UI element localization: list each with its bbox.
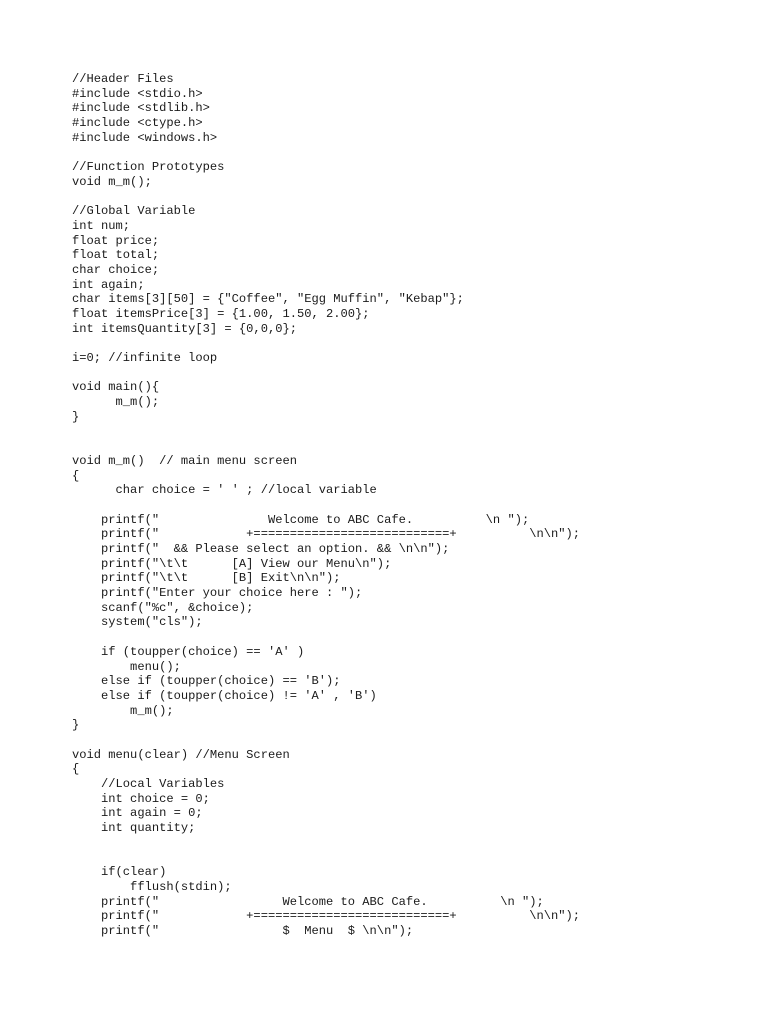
code-line: printf(" $ Menu $ \n\n"); [72,923,414,938]
code-line [72,630,752,645]
code-line: //Local Variables [72,777,225,791]
code-line: int again; [72,277,145,292]
code-line: else if (toupper(choice) == 'B'); [72,674,341,689]
code-line: #include <windows.h> [72,130,218,145]
code-line: printf(" +===========================+ \n\n"); [72,527,581,542]
code-line: int choice = 0; [72,791,210,806]
code-line: } [72,409,80,424]
code-line: printf("\t\t [B] Exit\n\n"); [72,571,341,586]
code-line [72,190,752,205]
code-line: } [72,718,80,733]
code-line: if(clear) [72,865,167,880]
code-line [72,336,752,351]
code-line: #include <stdlib.h> [72,101,210,116]
code-line: printf("Enter your choice here : "); [72,586,363,601]
code-line [72,145,752,160]
code-line: int quantity; [72,821,196,836]
code-line: printf(" +===========================+ \n\n"); [72,909,581,924]
code-line: float price; [72,233,160,248]
code-line: { [72,762,80,777]
code-line: printf(" && Please select an option. && \n\n"); [72,542,450,556]
code-line: float itemsPrice[3] = {1.00, 1.50, 2.00}; [72,307,370,321]
code-line: { [72,468,80,483]
code-line: //Function Prototypes [72,160,225,175]
code-line: //Global Variable [72,204,196,219]
code-line: m_m(); [72,395,160,410]
code-line: menu(); [72,659,181,674]
code-line: printf(" Welcome to ABC Cafe. \n "); [72,512,530,527]
code-line: system("cls"); [72,615,203,630]
code-line: i=0; //infinite loop [72,351,218,366]
code-line: void m_m(); [72,174,152,189]
code-line: int num; [72,218,131,233]
code-line [72,850,752,865]
code-line: fflush(stdin); [72,879,232,894]
code-line: char choice = ' ' ; //local variable [72,483,377,498]
code-line: printf("\t\t [A] View our Menu\n"); [72,556,392,571]
code-line [72,425,752,440]
code-line: #include <ctype.h> [72,116,203,131]
code-line: char choice; [72,262,160,277]
code-line: scanf("%c", &choice); [72,600,254,615]
code-line [72,366,752,381]
code-line: printf(" Welcome to ABC Cafe. \n "); [72,894,544,909]
code-line [72,733,752,748]
code-line: int again = 0; [72,806,203,821]
code-line: char items[3][50] = {"Coffee", "Egg Muffin", "Kebap"}; [72,292,464,307]
code-line: void main(){ [72,380,160,395]
code-line: int itemsQuantity[3] = {0,0,0}; [72,321,297,336]
code-line [72,836,752,851]
code-line: else if (toupper(choice) != 'A' , 'B') [72,688,377,703]
code-line [72,498,752,513]
code-line: void menu(clear) //Menu Screen [72,747,290,762]
code-listing [72,72,752,939]
code-line: m_m(); [72,703,174,718]
code-line [72,439,752,454]
code-line: float total; [72,248,160,263]
code-line: #include <stdio.h> [72,86,203,101]
code-line: //Header Files [72,72,174,86]
code-line: void m_m() // main menu screen [72,453,297,468]
code-line: if (toupper(choice) == 'A' ) [72,644,305,659]
